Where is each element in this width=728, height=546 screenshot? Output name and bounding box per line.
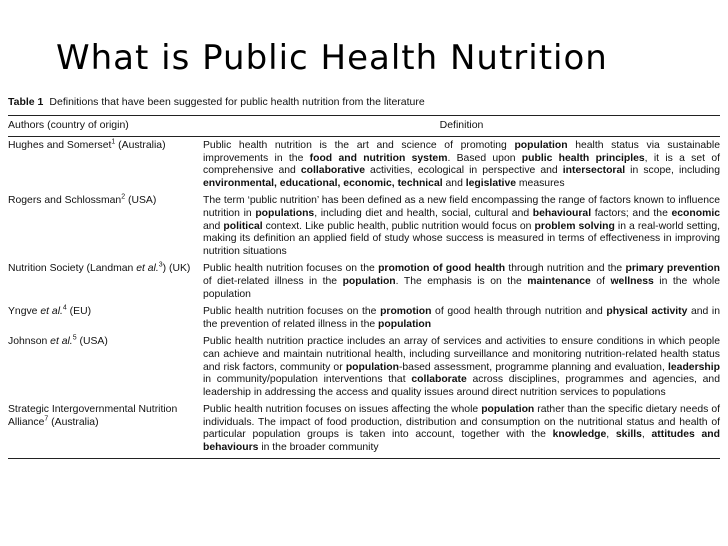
text-segment: Public health nutrition focuses on issues affecting the whole bbox=[203, 404, 482, 416]
text-segment: ) (UK) bbox=[162, 263, 191, 275]
text-segment: context. Like public health, public nutrition would focus on bbox=[262, 220, 535, 232]
text-segment: in a real-world setting, making its definition an applied field of study whose success is measured in terms of effectiveness in improving nutrition situations bbox=[203, 220, 721, 257]
text-segment: , bbox=[606, 429, 616, 441]
text-segment: leadership bbox=[668, 361, 720, 373]
text-segment: maintenance bbox=[527, 275, 591, 287]
table-label: Table 1 bbox=[8, 96, 44, 108]
author-cell bbox=[8, 336, 203, 399]
definition-cell bbox=[203, 195, 720, 258]
text-segment: rather than the specific dietary needs of individuals. The impact of food production, distribution and consumption on the nutritional status and health of particular population groups is taken into account, together with the bbox=[203, 404, 720, 441]
text-segment: populations bbox=[255, 207, 315, 219]
text-segment: across disciplines, programmes and agencies, and leadership in addressing the access and quality issues around direct nutrition services to populations bbox=[203, 374, 720, 398]
text-segment: political bbox=[223, 220, 263, 232]
table-row bbox=[8, 333, 720, 401]
text-segment: population bbox=[378, 318, 432, 330]
text-segment: , it is a set of comprehensive and bbox=[203, 152, 720, 177]
text-segment: attitudes and behaviours bbox=[203, 429, 720, 454]
table-row bbox=[8, 137, 720, 192]
text-segment: 4 bbox=[62, 304, 67, 312]
text-segment: promotion bbox=[380, 306, 432, 318]
text-segment: population bbox=[345, 361, 399, 373]
text-segment: through nutrition and the bbox=[505, 263, 626, 275]
definition-cell bbox=[203, 404, 720, 454]
text-segment: intersectoral bbox=[562, 165, 626, 177]
table-caption bbox=[8, 96, 720, 116]
text-segment: legislative bbox=[465, 177, 516, 189]
table-row bbox=[8, 303, 720, 333]
text-segment: and bbox=[442, 177, 466, 189]
author-cell bbox=[8, 263, 203, 301]
text-segment: population bbox=[481, 404, 535, 416]
text-segment: activities, ecological in perspective and bbox=[365, 165, 563, 177]
text-segment: promotion of good health bbox=[378, 263, 506, 275]
text-segment: , including diet and health, social, cultural and bbox=[314, 207, 533, 219]
text-segment: 3 bbox=[158, 261, 163, 269]
author-cell bbox=[8, 195, 203, 258]
definition-cell bbox=[203, 306, 720, 331]
text-segment: Public health nutrition focuses on the bbox=[203, 263, 379, 275]
text-segment: of good health through nutrition and bbox=[431, 306, 607, 318]
text-segment: skills bbox=[615, 429, 642, 441]
text-segment: Hughes and Somerset bbox=[8, 140, 112, 151]
text-segment: , bbox=[641, 429, 652, 441]
text-segment: in the broader community bbox=[258, 442, 379, 454]
author-cell bbox=[8, 404, 203, 454]
text-segment: food and nutrition system bbox=[309, 152, 448, 164]
slide-title: What is Public Health Nutrition bbox=[56, 38, 608, 78]
text-segment: behavioural bbox=[532, 207, 592, 219]
text-segment: Strategic Intergovernmental Nutrition Alliance bbox=[8, 404, 178, 428]
text-segment: (Australia) bbox=[115, 140, 166, 151]
text-segment: in the whole population bbox=[203, 275, 720, 300]
definitions-table bbox=[8, 96, 720, 459]
header-authors: Authors (country of origin) bbox=[8, 119, 129, 131]
table-row bbox=[8, 192, 720, 260]
text-segment: (EU) bbox=[66, 306, 92, 318]
text-segment: physical activity bbox=[606, 306, 688, 318]
text-segment: 5 bbox=[72, 334, 77, 342]
text-segment: population bbox=[514, 140, 568, 151]
text-segment: economic bbox=[671, 207, 720, 219]
text-segment: of diet-related illness in the bbox=[203, 275, 343, 287]
header-definition: Definition bbox=[439, 119, 484, 131]
text-segment: environmental, educational, economic, technical bbox=[203, 177, 443, 189]
text-segment: problem solving bbox=[534, 220, 615, 232]
text-segment: knowledge bbox=[552, 429, 607, 441]
text-segment: public health principles bbox=[521, 152, 645, 164]
table-row bbox=[8, 260, 720, 303]
author-cell bbox=[8, 306, 203, 331]
text-segment: et al. bbox=[136, 263, 159, 275]
text-segment: -based assessment, programme planning and evaluation, bbox=[398, 361, 668, 373]
text-segment: (Australia) bbox=[48, 416, 99, 428]
text-segment: Johnson bbox=[8, 336, 51, 348]
text-segment: Public health nutrition is the art and science of promoting bbox=[203, 140, 515, 151]
text-segment: Nutrition Society (Landman bbox=[8, 263, 137, 275]
text-segment: Public health nutrition practice includes an array of services and activities to ensure conditions in which people can achieve and maintain nutritional health, including surveillance and monitoring nutrition-related health status and risk factors, community or bbox=[203, 336, 720, 373]
text-segment: measures bbox=[516, 177, 565, 189]
text-segment: Public health nutrition focuses on the bbox=[203, 306, 381, 318]
text-segment: population bbox=[342, 275, 396, 287]
text-segment: of bbox=[590, 275, 611, 287]
text-segment: collaborative bbox=[300, 165, 365, 177]
text-segment: wellness bbox=[610, 275, 654, 287]
text-segment: . Based upon bbox=[447, 152, 522, 164]
table-header-row bbox=[8, 116, 720, 137]
table-row bbox=[8, 401, 720, 458]
text-segment: et al. bbox=[40, 306, 63, 318]
definition-cell bbox=[203, 263, 720, 301]
text-segment: 1 bbox=[111, 138, 116, 146]
text-segment: and in the prevention of related illness in the bbox=[203, 306, 721, 330]
table-body bbox=[8, 137, 720, 459]
definition-cell bbox=[203, 336, 720, 399]
text-segment: in community/population interventions that bbox=[203, 374, 412, 386]
definition-cell bbox=[203, 140, 720, 190]
text-segment: (USA) bbox=[76, 336, 108, 348]
text-segment: in scope, including bbox=[625, 165, 720, 177]
text-segment: health status via sustainable improvements in the bbox=[203, 140, 720, 164]
author-cell bbox=[8, 140, 203, 190]
text-segment: et al. bbox=[50, 336, 73, 348]
text-segment: (USA) bbox=[125, 195, 157, 207]
text-segment: The term ‘public nutrition’ has been defined as a new field encompassing the range of factors known to influence nutrition in bbox=[203, 195, 720, 219]
text-segment: factors; and the bbox=[591, 207, 672, 219]
text-segment: Yngve bbox=[8, 306, 41, 318]
text-segment: 2 bbox=[121, 193, 126, 201]
text-segment: and bbox=[203, 220, 224, 232]
text-segment: 7 bbox=[44, 415, 49, 423]
text-segment: . The emphasis is on the bbox=[395, 275, 528, 287]
text-segment: Rogers and Schlossman bbox=[8, 195, 122, 207]
text-segment: primary prevention bbox=[625, 263, 720, 275]
table-caption-text: Definitions that have been suggested for public health nutrition from the literature bbox=[49, 96, 425, 108]
text-segment: collaborate bbox=[411, 374, 467, 386]
